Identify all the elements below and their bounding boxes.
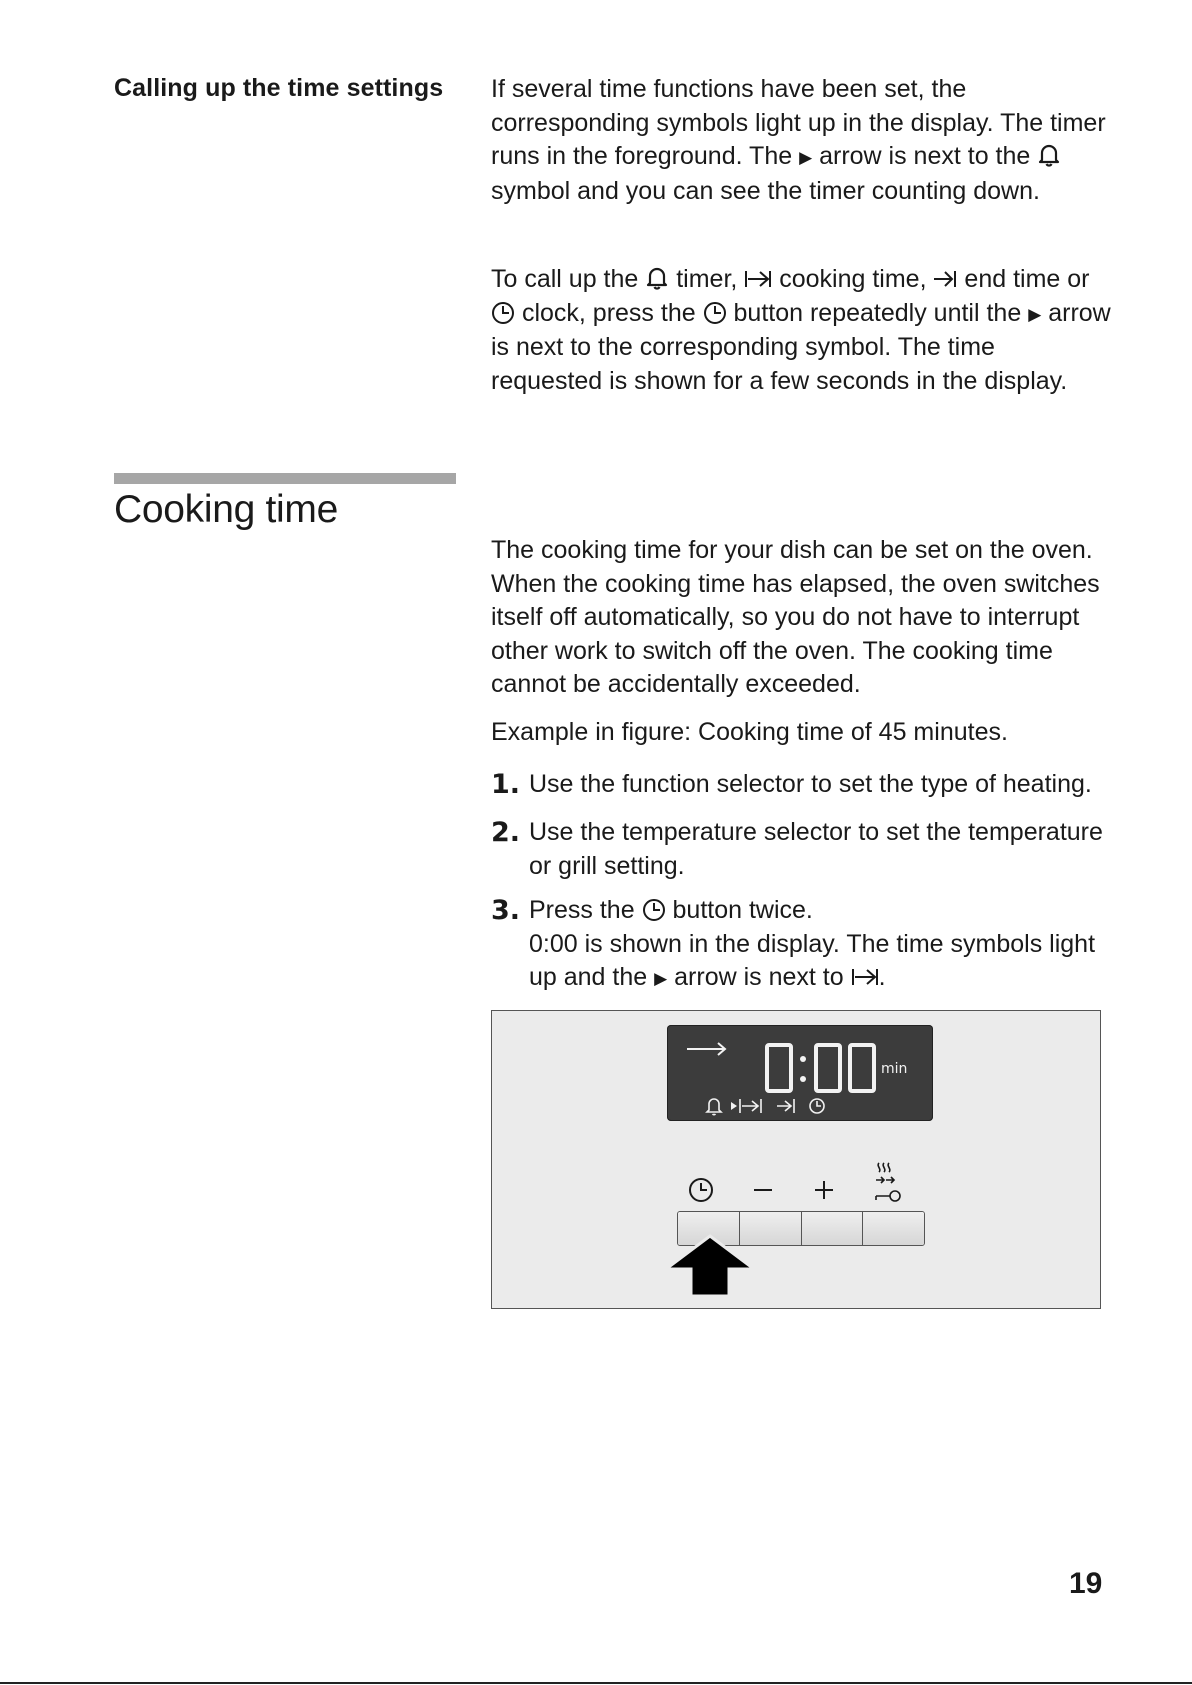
end-time-icon [777, 1099, 794, 1113]
bell-icon [707, 1099, 721, 1115]
selection-triangle-icon [731, 1102, 737, 1110]
section-title-cooking-time: Cooking time [114, 488, 339, 531]
step3-text-4: arrow is next to [667, 963, 851, 991]
display-unit: min [881, 1061, 908, 1077]
paragraph-time-functions [491, 73, 1111, 208]
button-icon-row [670, 1159, 930, 1209]
display-symbol-row [705, 1095, 855, 1117]
display-arrow-icon [685, 1039, 729, 1059]
clock-icon [491, 301, 515, 325]
arrow-right-icon: ▶ [1028, 304, 1042, 324]
para1-text-b: arrow is next to the [812, 142, 1038, 170]
childlock-icon [876, 1163, 900, 1201]
oven-display [667, 1025, 933, 1121]
cooking-time-icon [744, 267, 772, 291]
childlock-button[interactable] [863, 1212, 924, 1245]
para2-text-7: arrow is next to the corresponding symbol. The time requested is shown for a few seconds in the display. [491, 298, 1111, 395]
para1-text-a: If several time functions have been set, the corresponding symbols light up in the display. The timer runs in the foreground. The [491, 75, 1106, 170]
para2-text-3: cooking time, [772, 265, 934, 293]
side-heading-calling-up-time-settings: Calling up the time settings [114, 74, 444, 102]
paragraph-cooking-time-intro: The cooking time for your dish can be set on the oven. When the cooking time has elapsed, the oven switches itself off automatically, so you do not have to interrupt other work to switch off the oven. The cooking time cannot be accidentally exceeded. [491, 536, 1100, 698]
cooking-time-icon [851, 965, 879, 989]
step3-text-5: . [878, 963, 886, 991]
plus-button[interactable] [802, 1212, 864, 1245]
clock-icon [810, 1099, 824, 1113]
step-number: 3. [491, 895, 521, 926]
step3-text-3: 0:00 is shown in the display. The time symbols light up and the [529, 929, 1096, 991]
clock-icon [642, 898, 666, 922]
end-time-icon [933, 267, 957, 291]
step-text: Use the function selector to set the type of heating. [529, 770, 1092, 798]
para2-text-6: button repeatedly until the [726, 298, 1029, 327]
para2-text-4: end time or [957, 265, 1090, 293]
step-text [529, 894, 1129, 996]
control-panel-figure [491, 1010, 1101, 1309]
display-digits [764, 1041, 880, 1097]
plus-icon [815, 1181, 833, 1199]
arrow-right-icon: ▶ [799, 148, 813, 167]
arrow-right-icon: ▶ [654, 969, 668, 988]
section-divider [114, 473, 456, 484]
step3-text-2: button twice. [665, 896, 813, 924]
paragraph-example: Example in figure: Cooking time of 45 minutes. [491, 718, 1008, 746]
page-bottom-rule [0, 1682, 1192, 1684]
page-number: 19 [1069, 1567, 1103, 1600]
step-text: Use the temperature selector to set the temperature or grill setting. [529, 818, 1103, 880]
press-indicator-arrow-icon [662, 1233, 758, 1299]
para2-text-2: timer, [669, 265, 745, 293]
clock-icon [703, 301, 727, 325]
para1-text-c: symbol and you can see the timer counting down. [491, 176, 1040, 205]
para2-text-1: To call up the [491, 265, 646, 293]
cooking-time-icon [740, 1099, 761, 1113]
step-number: 1. [491, 769, 521, 800]
paragraph-call-up-instructions [491, 263, 1111, 398]
bell-icon [1037, 142, 1061, 168]
step3-text-1: Press the [529, 896, 642, 924]
para2-text-5: clock, press the [515, 298, 703, 327]
bell-icon [645, 265, 669, 291]
step-number: 2. [491, 817, 521, 848]
clock-icon [690, 1179, 712, 1201]
